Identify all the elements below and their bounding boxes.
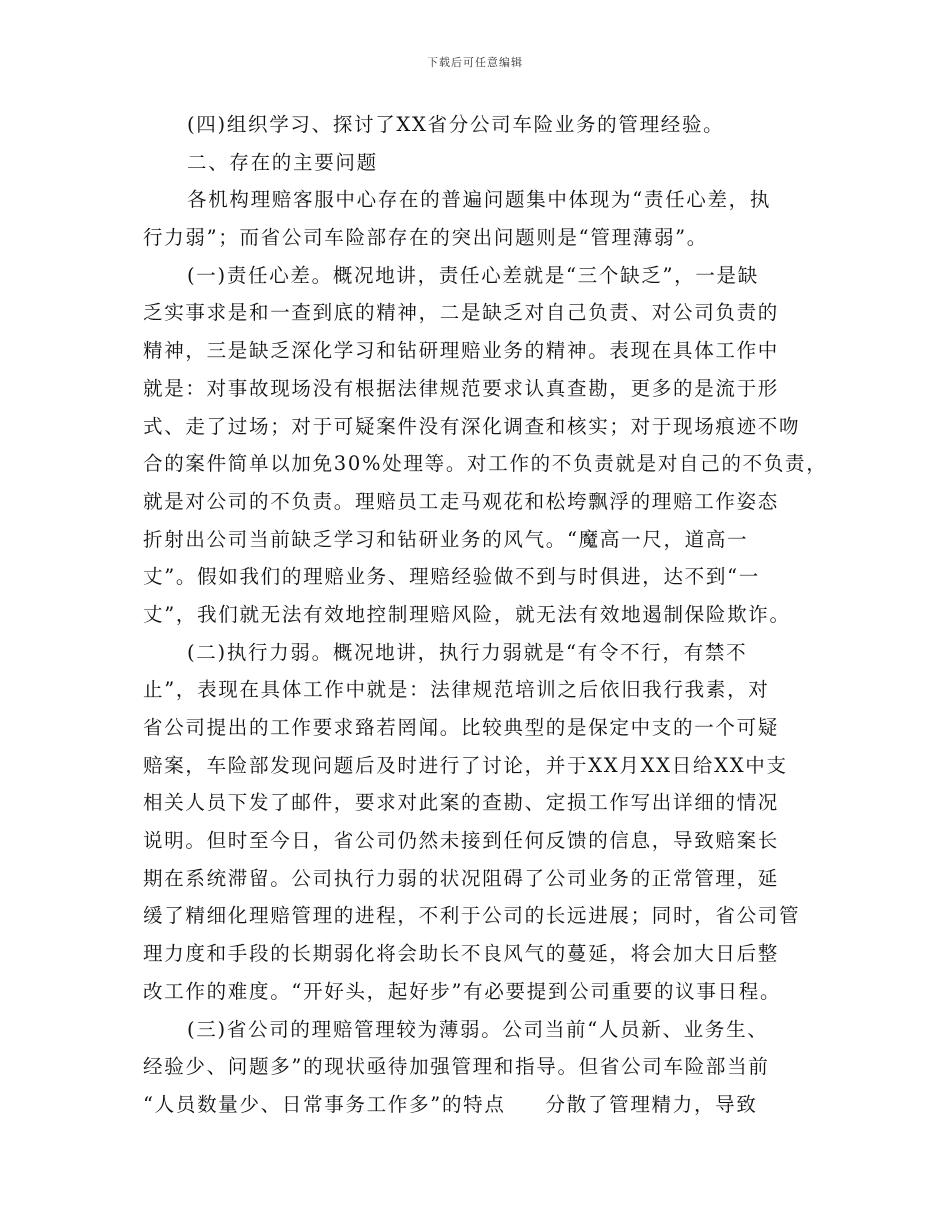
- paragraph-line: 折射出公司当前缺乏学习和钻研业务的风气。“魔高一尺，道高一: [143, 527, 749, 551]
- paragraph-line: (一)责任心差。概况地讲，责任心差就是“三个缺乏”，一是缺: [187, 263, 759, 287]
- paragraph-line: 期在系统滞留。公司执行力弱的状况阻碍了公司业务的正常管理，延: [143, 866, 780, 890]
- paragraph-line: 各机构理赔客服中心存在的普遍问题集中体现为“责任心差，执: [187, 188, 772, 212]
- paragraph-line: (四)组织学习、探讨了XX省分公司车险业务的管理经验。: [187, 113, 725, 136]
- paragraph-line: 丈”。假如我们的理赔业务、理赔经验做不到与时俱进，达不到“一: [143, 565, 760, 589]
- paragraph-line: 缓了精细化理赔管理的进程，不利于公司的长远进展；同时，省公司管: [143, 904, 801, 928]
- page-header: 下载后可任意编辑: [427, 56, 523, 69]
- paragraph-line: 止”，表现在具体工作中就是：法律规范培训之后依旧我行我素，对: [143, 678, 770, 702]
- paragraph-line: 改工作的难度。“开好头，起好步”有必要提到公司重要的议事日程。: [143, 979, 782, 1003]
- paragraph-line: (三)省公司的理赔管理较为薄弱。公司当前“人员新、业务生、: [187, 1017, 769, 1041]
- paragraph-line: 丈”，我们就无法有效地控制理赔风险，就无法有效地遏制保险欺诈。: [143, 602, 791, 626]
- line-segment: “人员数量少、日常事务工作多”的特点: [143, 1092, 506, 1116]
- paragraph-line: (二)执行力弱。概况地讲，执行力弱就是“有令不行，有禁不: [187, 640, 748, 664]
- line-segment: 分散了管理精力，导致: [545, 1092, 758, 1116]
- paragraph-line: 精神，三是缺乏深化学习和钻研理赔业务的精神。表现在具体工作中: [143, 339, 780, 363]
- paragraph-line: 省公司提出的工作要求臵若罔闻。比较典型的是保定中支的一个可疑: [143, 716, 780, 739]
- document-body: [143, 106, 828, 1124]
- paragraph-line: 说明。但时至今日，省公司仍然未接到任何反馈的信息，导致赔案长: [143, 829, 780, 853]
- paragraph-line: 理力度和手段的长期弱化将会助长不良风气的蔓延，将会加大日后整: [143, 942, 780, 966]
- paragraph-line: 合的案件简单以加免30%处理等。对工作的不负责就是对自己的不负责，: [143, 452, 828, 476]
- paragraph-line: 经验少、问题多”的现状亟待加强管理和指导。但省公司车险部当前: [143, 1055, 770, 1079]
- paragraph-line: [143, 1086, 823, 1124]
- paragraph-line: 行力弱”；而省公司车险部存在的突出问题则是“管理薄弱”。: [143, 226, 709, 250]
- paragraph-line: 就是：对事故现场没有根据法律规范要求认真查勘，更多的是流于形: [143, 376, 780, 400]
- paragraph-line: 相关人员下发了邮件，要求对此案的查勘、定损工作写出详细的情况: [143, 791, 780, 815]
- paragraph-line: 赔案，车险部发现问题后及时进行了讨论，并于XX月XX日给XX中支: [143, 753, 788, 777]
- paragraph-line: 乏实事求是和一查到底的精神，二是缺乏对自己负责、对公司负责的: [143, 301, 780, 325]
- section-heading: 二、存在的主要问题: [187, 150, 378, 174]
- paragraph-line: 就是对公司的不负责。理赔员工走马观花和松垮飘浮的理赔工作姿态: [143, 489, 780, 513]
- paragraph-line: 式、走了过场；对于可疑案件没有深化调查和核实；对于现场痕迹不吻: [143, 414, 801, 438]
